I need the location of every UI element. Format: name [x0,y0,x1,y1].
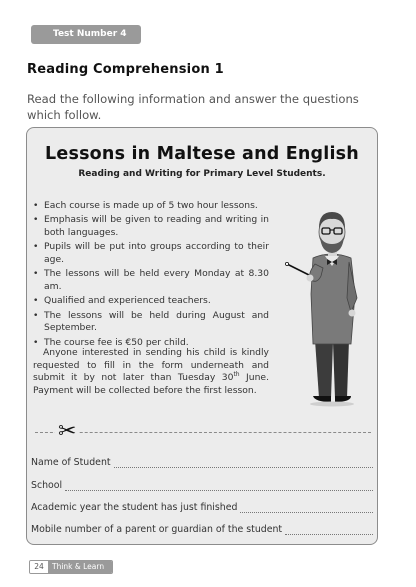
page-footer [29,560,113,574]
form-field-line[interactable] [114,459,373,468]
form-field-label: Name of Student [31,457,111,468]
section-title: Reading Comprehension 1 [27,62,224,77]
page-number: 24 [30,561,48,573]
notice-bullet-list [33,200,269,351]
notice-superscript: th [233,371,240,379]
notice-paragraph [33,347,269,397]
teacher-with-pointer-icon [285,202,369,408]
footer-brand: Think & Learn [48,561,112,573]
form-field-label: Mobile number of a parent or guardian of the student [31,524,283,535]
notice-subtitle: Reading and Writing for Primary Level Students. [78,169,326,179]
bullet-item: • The lessons will be held every Monday at 8.30 am. [33,268,269,293]
form-field-school[interactable] [31,480,373,491]
cut-line [35,432,371,433]
bullet-item: • Pupils will be put into groups according to their age. [33,241,269,266]
notice-text-before: Anyone interested in sending his child is kindly requested to fill in the form underneath and submit it by not later than Tuesday 30 [33,347,269,384]
form-field-line[interactable] [65,482,373,491]
form-field-label: Academic year the student has just finished [31,502,238,513]
form-field-line[interactable] [285,526,373,535]
test-number-tab: Test Number 4 [31,25,141,44]
form-field-academic-year[interactable] [31,502,373,513]
bullet-item: • The course fee is €50 per child. [33,337,269,350]
bullet-item: • The lessons will be held during August and September. [33,310,269,335]
form-field-guardian-mobile[interactable] [31,524,373,535]
scissors-icon: ✂ [55,420,79,444]
instruction-text: Read the following information and answer the questions which follow. [27,92,359,122]
bullet-item: • Qualified and experienced teachers. [33,295,269,308]
notice-card [26,127,378,545]
form-field-label: School [31,480,63,491]
bullet-item: • Each course is made up of 5 two hour lessons. [33,200,269,213]
form-field-student-name[interactable] [31,457,373,468]
notice-text-after: June. Payment will be collected before the first lesson. [33,372,269,396]
form-field-line[interactable] [240,504,373,513]
bullet-item: • Emphasis will be given to reading and writing in both languages. [33,214,269,239]
notice-title: Lessons in Maltese and English [45,144,359,164]
